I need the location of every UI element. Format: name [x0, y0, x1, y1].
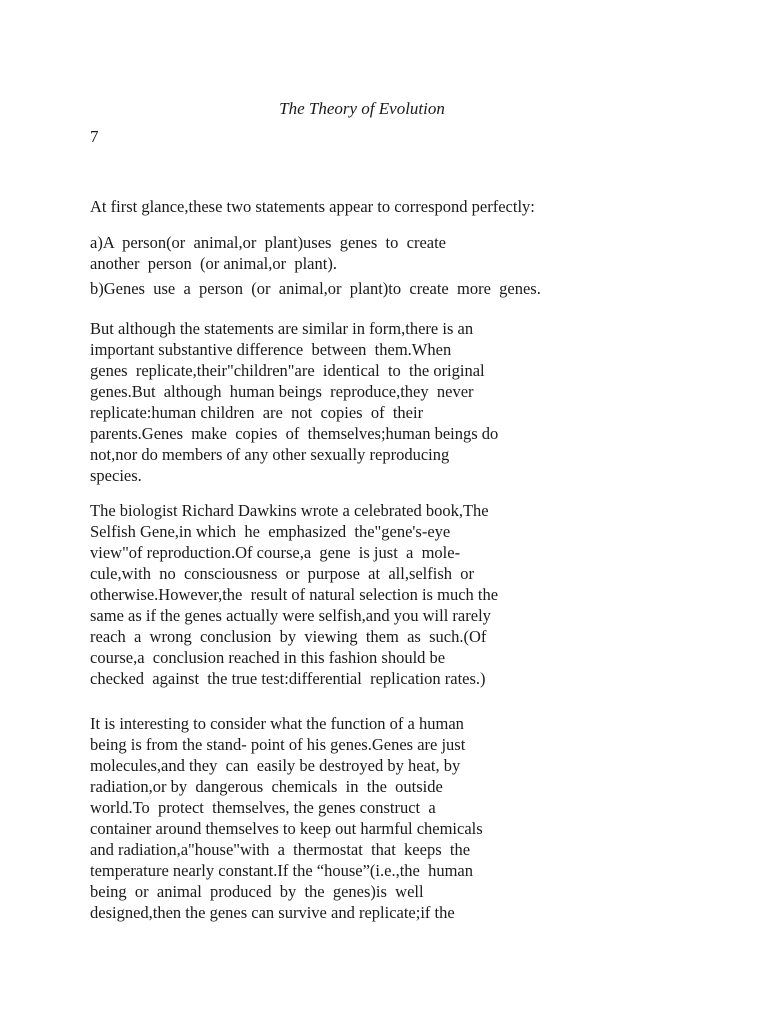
body-line: not,nor do members of any other sexually reproducing	[90, 445, 450, 464]
body-line: Selfish Gene,in which he emphasized the"gene's-eye	[90, 522, 451, 541]
body-line: b)Genes use a person (or animal,or plant)to create more genes.	[90, 279, 541, 298]
body-line: molecules,and they can easily be destroyed by heat, by	[90, 756, 461, 775]
body-line: otherwise.However,the result of natural selection is much the	[90, 585, 499, 604]
body-line: checked against the true test:differential replication rates.)	[90, 669, 486, 688]
body-line: another person (or animal,or plant).	[90, 254, 337, 273]
body-line: genes replicate,their"children"are identical to the original	[90, 361, 485, 380]
body-line: replicate:human children are not copies of their	[90, 403, 424, 422]
body-line: important substantive difference between them.When	[90, 340, 452, 359]
body-line: But although the statements are similar in form,there is an	[90, 319, 474, 338]
body-line: It is interesting to consider what the function of a human	[90, 714, 464, 733]
body-line: designed,then the genes can survive and replicate;if the	[90, 903, 455, 922]
body-line: radiation,or by dangerous chemicals in the outside	[90, 777, 443, 796]
body-line: and radiation,a"house"with a thermostat that keeps the	[90, 840, 471, 859]
page-number: 7	[90, 127, 99, 146]
body-line: reach a wrong conclusion by viewing them as such.(Of	[90, 627, 487, 646]
body-line: being or animal produced by the genes)is well	[90, 882, 424, 901]
body-line: At first glance,these two statements appear to correspond perfectly:	[90, 197, 535, 216]
body-line: genes.But although human beings reproduce,they never	[90, 382, 474, 401]
body-line: view"of reproduction.Of course,a gene is just a mole-	[90, 543, 461, 562]
body-line: temperature nearly constant.If the “house”(i.e.,the human	[90, 861, 474, 880]
body-line: cule,with no consciousness or purpose at all,selfish or	[90, 564, 475, 583]
body-line: container around themselves to keep out harmful chemicals	[90, 819, 483, 838]
body-line: parents.Genes make copies of themselves;human beings do	[90, 424, 499, 443]
body-line: species.	[90, 466, 142, 485]
body-line: same as if the genes actually were selfish,and you will rarely	[90, 606, 491, 625]
body-line: world.To protect themselves, the genes construct a	[90, 798, 436, 817]
running-title: The Theory of Evolution	[279, 99, 445, 118]
body-line: The biologist Richard Dawkins wrote a celebrated book,The	[90, 501, 489, 520]
body-line: being is from the stand- point of his genes.Genes are just	[90, 735, 466, 754]
body-line: course,a conclusion reached in this fashion should be	[90, 648, 446, 667]
body-line: a)A person(or animal,or plant)uses genes to create	[90, 233, 446, 252]
